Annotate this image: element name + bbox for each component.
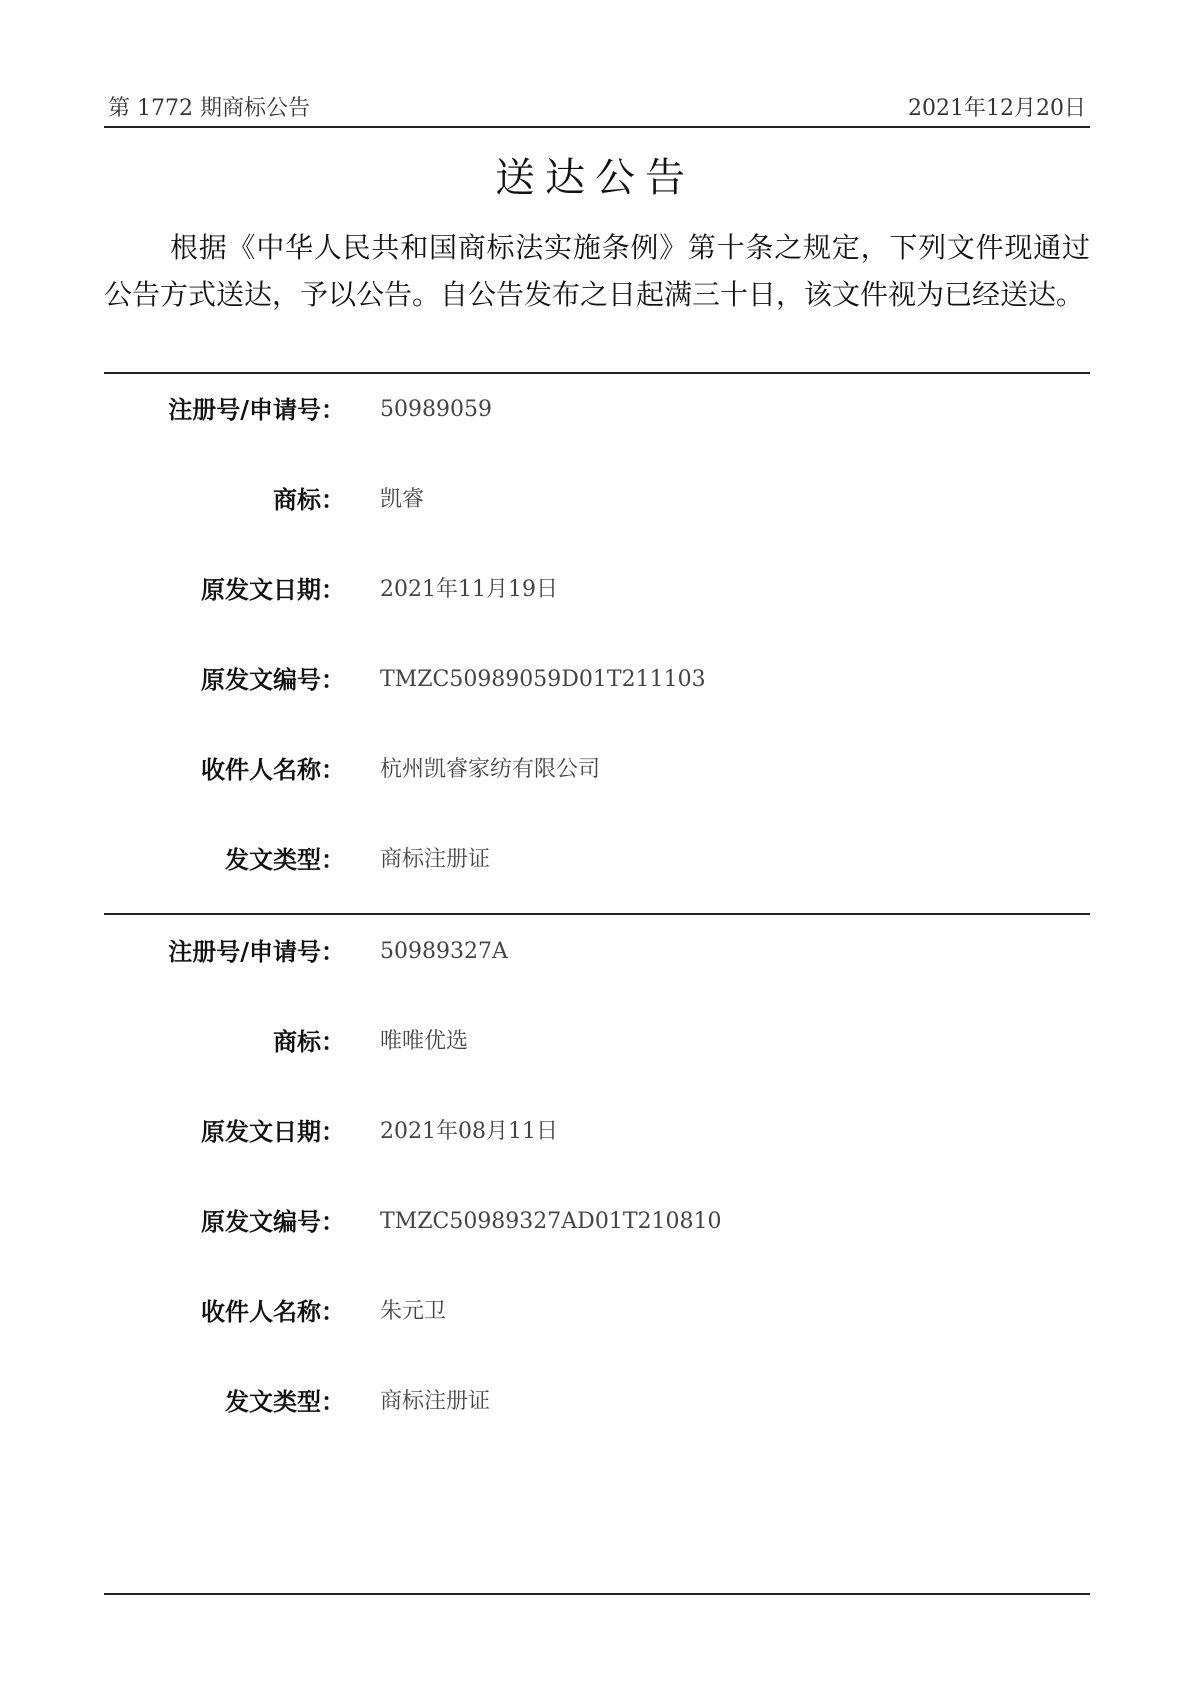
recipient-label: 收件人名称： [201, 1297, 345, 1326]
record-2-registration-row [0, 932, 1190, 972]
record-1-registration-row [0, 390, 1190, 430]
registration-value: 50989327A [380, 939, 508, 964]
record-1-recipient-row [0, 750, 1190, 790]
footer-rule [104, 1593, 1090, 1595]
document-type-value: 商标注册证 [380, 1389, 491, 1414]
recipient-value: 杭州凯睿家纺有限公司 [380, 757, 601, 782]
record-2-date-row [0, 1112, 1190, 1152]
mark-label: 商标： [273, 1027, 345, 1056]
original-date-value: 2021年08月11日 [380, 1119, 558, 1144]
recipient-label: 收件人名称： [201, 755, 345, 784]
original-date-value: 2021年11月19日 [380, 577, 558, 602]
record-2-mark-row [0, 1022, 1190, 1062]
mark-value: 唯唯优选 [380, 1029, 469, 1054]
page-title: 送达公告 [495, 155, 695, 201]
document-number-value: TMZC50989059D01T211103 [380, 667, 706, 692]
recipient-value: 朱元卫 [380, 1299, 447, 1324]
header-date: 2021年12月20日 [908, 96, 1086, 121]
registration-label: 注册号/申请号： [168, 937, 345, 966]
document-type-label: 发文类型： [225, 845, 345, 874]
record-2-recipient-row [0, 1292, 1190, 1332]
record-1-mark-row [0, 480, 1190, 520]
mark-value: 凯睿 [380, 487, 425, 512]
section-divider [104, 372, 1090, 374]
record-2-type-row [0, 1382, 1190, 1422]
issue-number: 第 1772 期商标公告 [108, 96, 310, 121]
intro-paragraph: 根据《中华人民共和国商标法实施条例》第十条之规定，下列文件现通过公告方式送达，予以公告。自公告发布之日起满三十日，该文件视为已经送达。 [104, 231, 1090, 311]
record-divider [104, 913, 1090, 915]
document-type-label: 发文类型： [225, 1387, 345, 1416]
registration-label: 注册号/申请号： [168, 395, 345, 424]
original-date-label: 原发文日期： [201, 1117, 345, 1146]
document-type-value: 商标注册证 [380, 847, 491, 872]
mark-label: 商标： [273, 485, 345, 514]
document-number-label: 原发文编号： [201, 1207, 345, 1236]
record-1-type-row [0, 840, 1190, 880]
document-number-value: TMZC50989327AD01T210810 [380, 1209, 722, 1234]
record-1-date-row [0, 570, 1190, 610]
record-2-docnum-row [0, 1202, 1190, 1242]
document-number-label: 原发文编号： [201, 665, 345, 694]
registration-value: 50989059 [380, 397, 492, 422]
record-1-docnum-row [0, 660, 1190, 700]
page-header [104, 94, 1090, 128]
original-date-label: 原发文日期： [201, 575, 345, 604]
